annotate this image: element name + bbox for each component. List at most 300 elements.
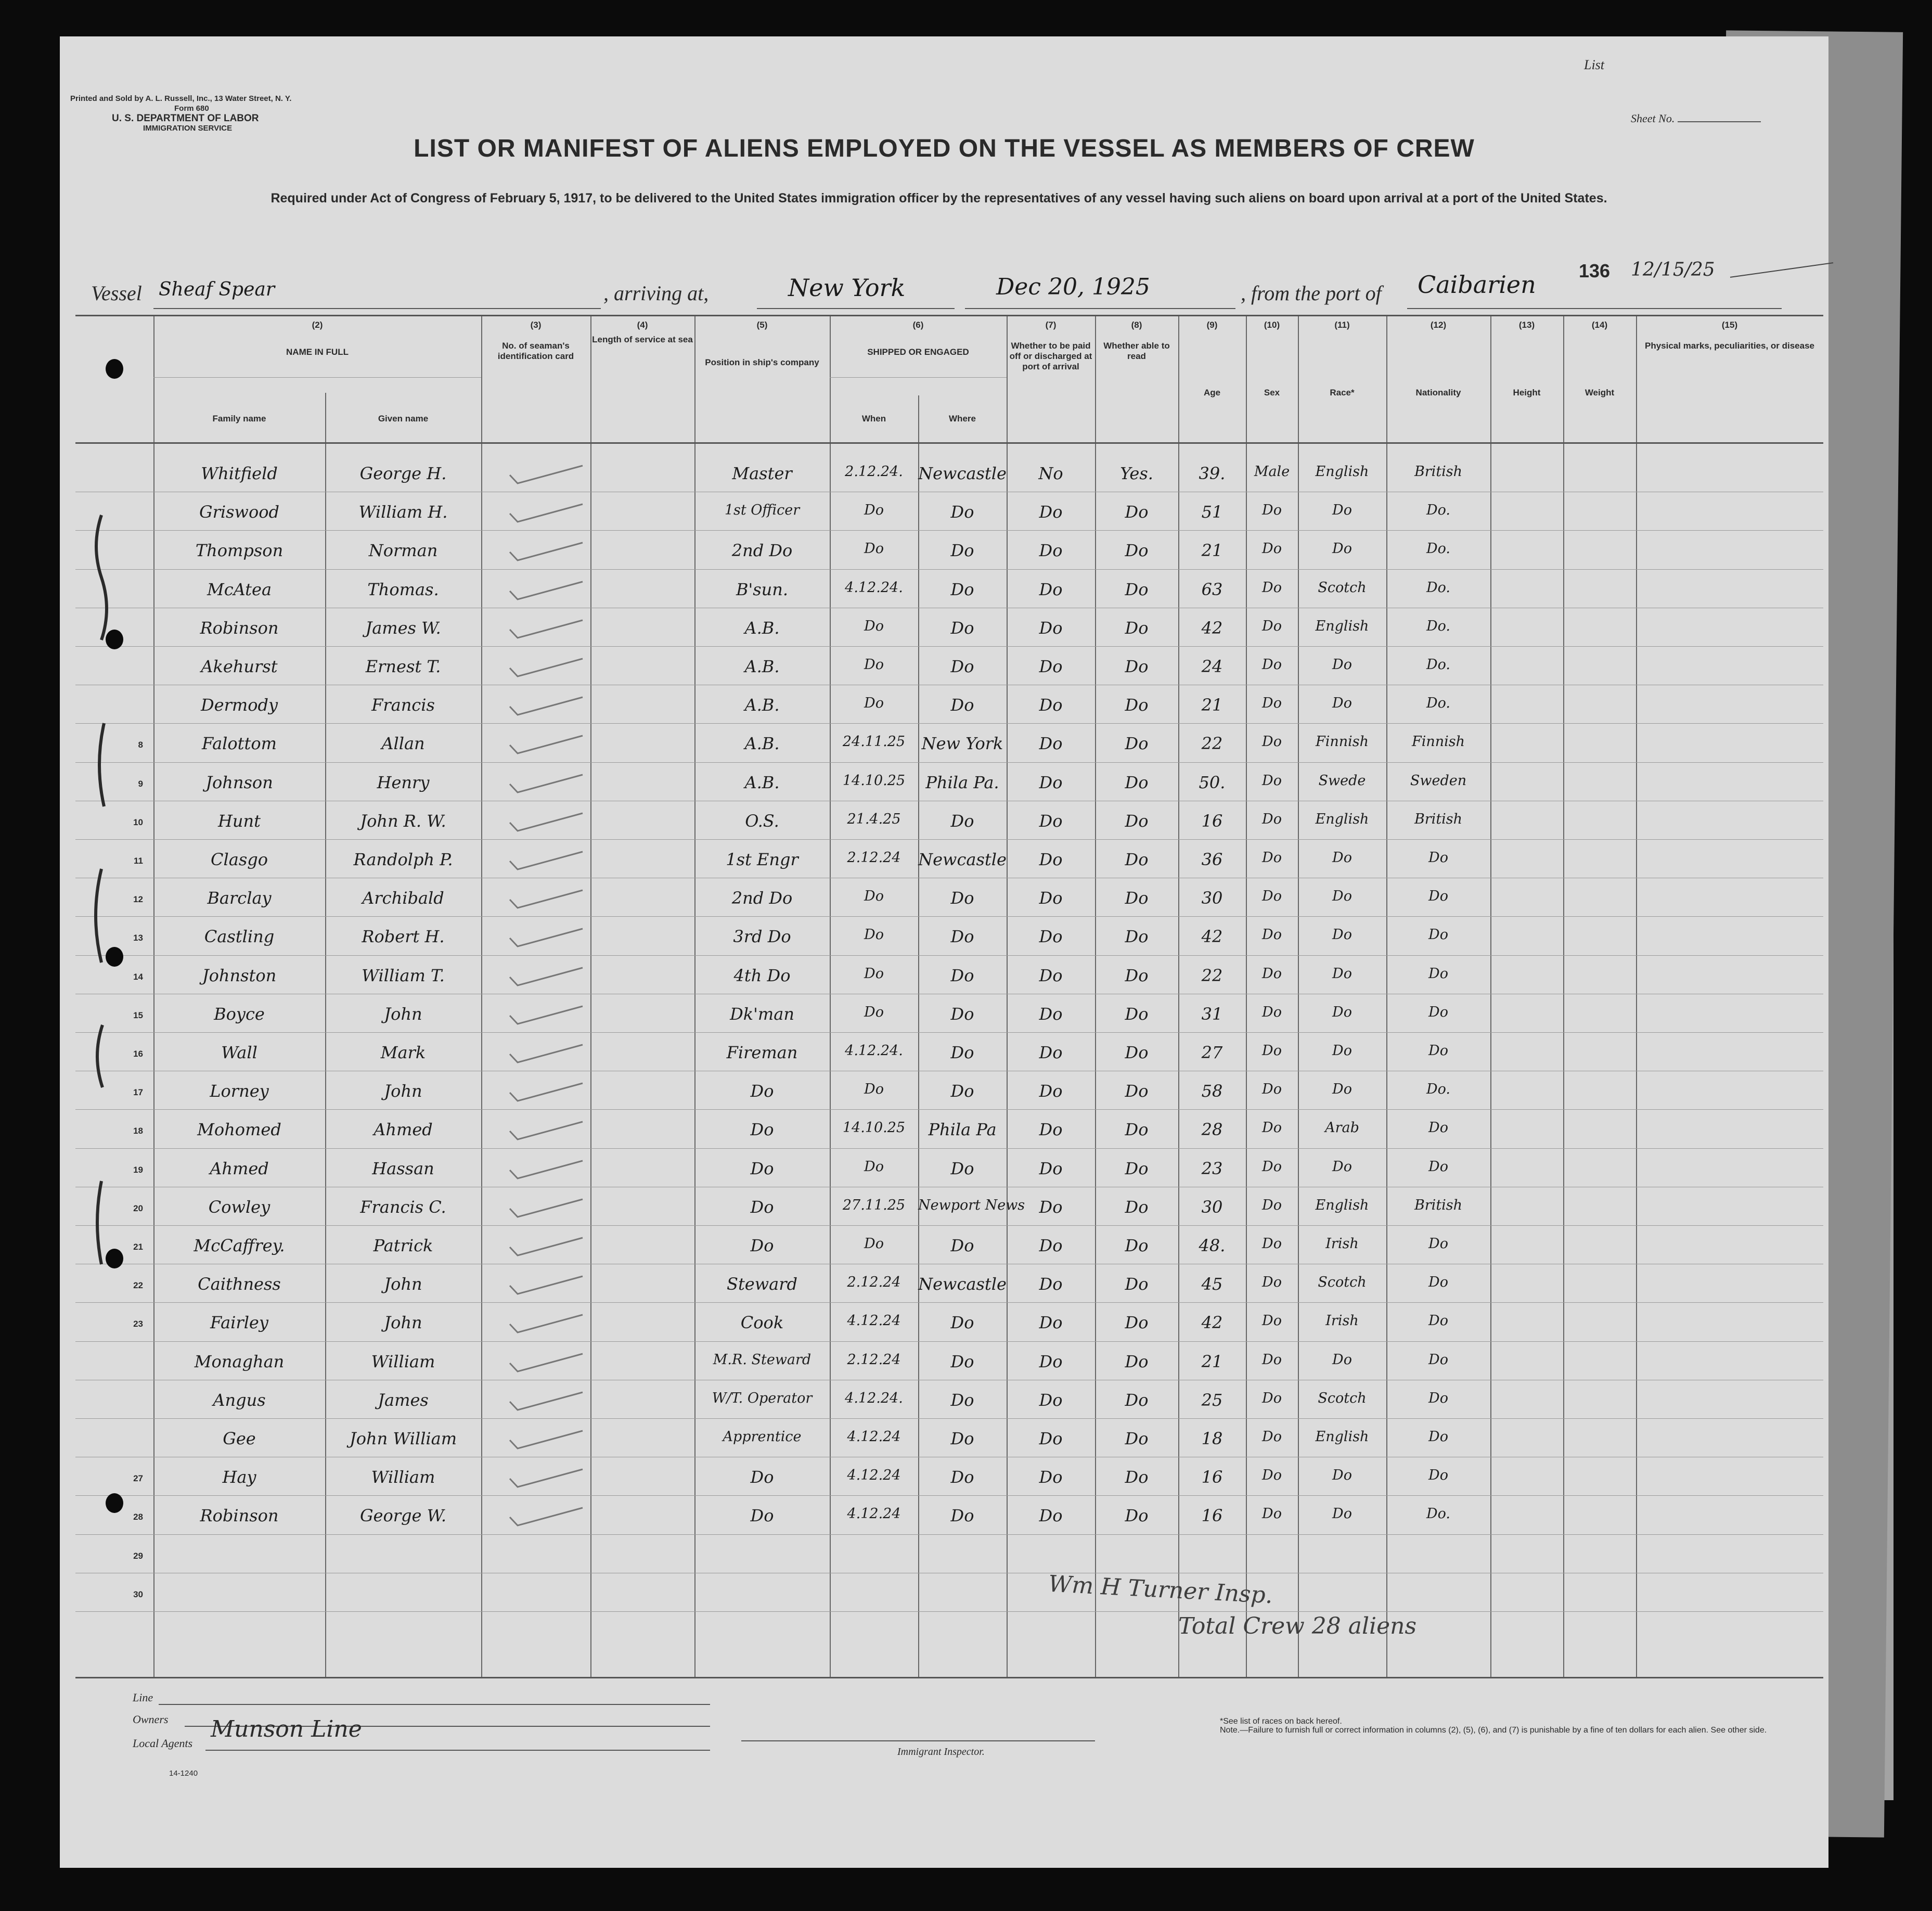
able-read-cell: Do	[1125, 1351, 1149, 1371]
pencil-check-mark	[507, 619, 585, 640]
stamp-number: 136	[1579, 260, 1611, 281]
row-number: 14	[133, 971, 143, 982]
row-rule	[75, 762, 1823, 763]
age-cell: 58	[1201, 1081, 1223, 1101]
given-name-cell: John R. W.	[360, 811, 446, 831]
footnote-penalty: Note.—Failure to furnish full or correct information in columns (2), (5), (6), and (7) is punishable by a fine of ten dollars for each alien. See other side.	[1220, 1726, 1767, 1735]
shipped-subheader-line	[830, 377, 1007, 378]
able-read-cell: Do	[1125, 1390, 1149, 1410]
department-name: U. S. DEPARTMENT OF LABOR	[112, 113, 259, 124]
when-cell: 4.12.24.	[845, 579, 903, 596]
pencil-check-mark	[507, 1160, 585, 1181]
row-number: 13	[133, 933, 143, 943]
family-name-cell: Cowley	[208, 1197, 271, 1217]
given-name-cell: James	[378, 1390, 429, 1410]
when-cell: Do	[864, 695, 884, 712]
column-number: (15)	[1721, 320, 1738, 330]
race-header: Race*	[1330, 388, 1355, 397]
age-cell: 30	[1201, 1197, 1223, 1217]
printer-line: Printed and Sold by A. L. Russell, Inc., 13 Water Street, N. Y.	[70, 94, 292, 103]
family-name-cell: Fairley	[210, 1313, 268, 1333]
service-name: IMMIGRATION SERVICE	[143, 124, 233, 133]
nationality-cell: Do	[1428, 1120, 1448, 1136]
where-cell: Do	[950, 1351, 974, 1371]
able-read-cell: Do	[1125, 657, 1149, 676]
column-divider	[481, 315, 482, 1678]
where-cell: Do	[950, 965, 974, 985]
able-read-cell: Do	[1125, 1506, 1149, 1526]
family-name-cell: Hunt	[218, 811, 261, 831]
when-cell: 2.12.24.	[845, 464, 903, 480]
manifest-page	[60, 36, 1828, 1868]
column-divider	[1490, 315, 1491, 1678]
pencil-check-mark	[507, 774, 585, 794]
when-cell: Do	[864, 1081, 884, 1098]
position-cell: B'sun.	[736, 579, 789, 599]
family-name-cell: Gee	[223, 1429, 256, 1448]
arriving-underline	[757, 308, 955, 309]
when-cell: 14.10.25	[842, 1120, 906, 1136]
sex-cell: Do	[1262, 1467, 1282, 1484]
age-cell: 48.	[1199, 1236, 1226, 1255]
column-number: (14)	[1591, 320, 1608, 330]
paid-off-cell: Do	[1039, 1467, 1063, 1487]
age-cell: 30	[1201, 888, 1223, 908]
punch-hole	[106, 947, 123, 967]
where-cell: Phila Pa.	[925, 772, 999, 792]
nationality-cell: Sweden	[1410, 772, 1467, 789]
form-code: 14-1240	[169, 1769, 198, 1778]
sex-cell: Male	[1254, 464, 1290, 480]
nationality-cell: Do	[1428, 927, 1448, 943]
row-rule	[75, 723, 1823, 724]
position-cell: Steward	[727, 1274, 797, 1294]
paid-off-cell: Do	[1039, 965, 1063, 985]
position-cell: 3rd Do	[733, 927, 791, 947]
given-name-cell: Randolph P.	[353, 850, 453, 869]
position-cell: Apprentice	[723, 1429, 802, 1445]
row-number: 9	[138, 778, 143, 789]
where-cell: Do	[950, 695, 974, 715]
pencil-check-mark	[507, 1121, 585, 1142]
paid-off-cell: Do	[1039, 1351, 1063, 1371]
sex-cell: Do	[1262, 1043, 1282, 1059]
row-rule	[75, 1225, 1823, 1226]
column-number: (3)	[530, 320, 542, 330]
family-name-cell: Robinson	[200, 618, 279, 638]
race-cell: Do	[1332, 695, 1352, 712]
given-name-header: Given name	[378, 414, 429, 424]
pencil-check-mark	[507, 581, 585, 601]
position-cell: Fireman	[726, 1043, 798, 1062]
position-cell: 2nd Do	[731, 888, 793, 908]
pencil-check-mark	[507, 1468, 585, 1489]
given-name-cell: Henry	[377, 772, 430, 792]
family-name-cell: Griswood	[199, 502, 279, 522]
when-cell: Do	[864, 618, 884, 634]
nationality-header: Nationality	[1415, 388, 1461, 397]
paid-off-cell: Do	[1039, 927, 1063, 947]
nationality-cell: Do	[1428, 1004, 1448, 1020]
paid-off-cell: Do	[1039, 734, 1063, 754]
row-rule	[75, 1418, 1823, 1419]
position-cell: 1st Officer	[724, 502, 800, 519]
punch-hole	[106, 1493, 123, 1513]
physical-marks-header: Physical marks, peculiarities, or disease	[1644, 341, 1814, 351]
sex-cell: Do	[1262, 657, 1282, 673]
paid-off-cell: Do	[1039, 1274, 1063, 1294]
race-cell: Finnish	[1315, 734, 1369, 750]
where-cell: Do	[950, 927, 974, 947]
race-cell: Do	[1332, 1043, 1352, 1059]
pencil-check-mark	[507, 503, 585, 524]
date-underline	[965, 308, 1235, 309]
pencil-check-mark	[507, 851, 585, 871]
stamp-date: 12/15/25	[1631, 259, 1715, 280]
age-cell: 42	[1201, 1313, 1223, 1333]
row-number: 20	[133, 1203, 143, 1213]
inspector-label: Immigrant Inspector.	[897, 1746, 985, 1758]
position-cell: O.S.	[745, 811, 779, 831]
family-name-cell: Whitfield	[201, 464, 278, 483]
able-read-cell: Do	[1125, 618, 1149, 638]
nationality-cell: Do	[1428, 1236, 1448, 1252]
row-number: 8	[138, 740, 143, 750]
race-cell: Do	[1332, 1004, 1352, 1020]
row-number: 16	[133, 1049, 143, 1059]
column-number: (2)	[312, 320, 323, 330]
age-cell: 16	[1201, 811, 1223, 831]
position-cell: A.B.	[744, 657, 780, 676]
where-cell: Do	[950, 1158, 974, 1178]
row-number: 22	[133, 1280, 143, 1291]
column-number: (8)	[1131, 320, 1142, 330]
nationality-cell: Do.	[1426, 579, 1450, 596]
sex-cell: Do	[1262, 927, 1282, 943]
age-cell: 21	[1201, 541, 1223, 561]
where-cell: Do	[950, 1043, 974, 1062]
able-read-cell: Do	[1125, 1313, 1149, 1333]
paid-off-cell: Do	[1039, 1390, 1063, 1410]
pencil-check-mark	[507, 1237, 585, 1258]
sex-cell: Do	[1262, 695, 1282, 712]
row-number: 18	[133, 1126, 143, 1136]
row-number: 11	[134, 856, 143, 866]
owners-label: Owners	[133, 1713, 169, 1726]
where-cell: Newcastle	[918, 1274, 1007, 1294]
nationality-cell: Finnish	[1411, 734, 1465, 750]
paid-off-cell: Do	[1039, 579, 1063, 599]
paid-off-cell: Do	[1039, 1004, 1063, 1024]
row-rule	[75, 569, 1823, 570]
able-read-cell: Do	[1125, 1043, 1149, 1062]
family-name-cell: Barclay	[207, 888, 272, 908]
column-number: (5)	[756, 320, 768, 330]
able-read-cell: Do	[1125, 811, 1149, 831]
pencil-check-mark	[507, 812, 585, 833]
age-cell: 18	[1201, 1429, 1223, 1448]
race-cell: Do	[1332, 1158, 1352, 1175]
nationality-cell: Do	[1428, 1351, 1448, 1368]
sex-cell: Do	[1262, 1506, 1282, 1522]
age-cell: 63	[1201, 579, 1223, 599]
race-cell: English	[1315, 1429, 1369, 1445]
row-rule	[75, 916, 1823, 917]
able-read-cell: Do	[1125, 1120, 1149, 1140]
age-cell: 28	[1201, 1120, 1223, 1140]
able-read-cell: Do	[1125, 927, 1149, 947]
sex-cell: Do	[1262, 1120, 1282, 1136]
pencil-check-mark	[507, 696, 585, 717]
given-name-cell: John	[384, 1004, 422, 1024]
row-rule	[75, 1534, 1823, 1535]
page-subtitle: Required under Act of Congress of February 5, 1917, to be delivered to the United States immigration officer by the representatives of any vessel having such aliens on board upon arrival at a port of the United States.	[271, 191, 1607, 206]
pencil-check-mark	[507, 1314, 585, 1335]
able-read-cell: Do	[1125, 541, 1149, 561]
when-cell: Do	[864, 502, 884, 519]
where-cell: Newport News	[918, 1197, 1025, 1213]
age-cell: 39.	[1199, 464, 1226, 483]
where-cell: Do	[950, 1506, 974, 1526]
family-name-cell: Mohomed	[197, 1120, 281, 1140]
row-number: 15	[133, 1010, 143, 1020]
race-cell: Do	[1332, 927, 1352, 943]
race-cell: Do	[1332, 1081, 1352, 1098]
paid-off-cell: Do	[1039, 1197, 1063, 1217]
punch-hole	[106, 359, 123, 379]
paid-off-cell: Do	[1039, 1506, 1063, 1526]
arrival-date: Dec 20, 1925	[996, 274, 1150, 300]
nationality-cell: Do.	[1426, 1506, 1450, 1522]
where-cell: Do	[950, 1313, 974, 1333]
crew-table	[75, 315, 1823, 1678]
column-divider	[1563, 315, 1564, 1678]
footnote	[1220, 1717, 1792, 1735]
row-number: 23	[133, 1319, 143, 1329]
paid-off-cell: Do	[1039, 888, 1063, 908]
able-read-cell: Do	[1125, 850, 1149, 869]
header-bottom-border	[75, 442, 1823, 444]
position-cell: Do	[750, 1197, 774, 1217]
where-cell: Do	[950, 1390, 974, 1410]
nationality-cell: Do	[1428, 1158, 1448, 1175]
sex-cell: Do	[1262, 541, 1282, 557]
when-cell: 14.10.25	[842, 772, 906, 789]
arriving-label: , arriving at,	[603, 281, 709, 305]
column-number: (11)	[1334, 320, 1350, 330]
able-read-cell: Do	[1125, 502, 1149, 522]
when-cell: 4.12.24.	[845, 1043, 903, 1059]
given-name-cell: John	[384, 1274, 422, 1294]
position-cell: 2nd Do	[731, 541, 793, 561]
age-cell: 21	[1201, 1351, 1223, 1371]
race-cell: Do	[1332, 1506, 1352, 1522]
footnote-races: *See list of races on back hereof.	[1220, 1717, 1342, 1726]
pencil-check-mark	[507, 928, 585, 948]
race-cell: Do	[1332, 850, 1352, 866]
nationality-cell: Do	[1428, 1043, 1448, 1059]
family-name-cell: Akehurst	[201, 657, 278, 676]
race-cell: English	[1315, 464, 1369, 480]
family-name-cell: Johnston	[202, 965, 277, 985]
race-cell: Scotch	[1318, 579, 1367, 596]
pencil-check-mark	[507, 465, 585, 485]
nationality-cell: Do.	[1426, 541, 1450, 557]
when-cell: 2.12.24	[847, 1274, 901, 1291]
nationality-cell: Do.	[1426, 1081, 1450, 1098]
column-number: (10)	[1264, 320, 1280, 330]
sex-cell: Do	[1262, 1390, 1282, 1406]
sex-cell: Do	[1262, 734, 1282, 750]
agents-underline	[205, 1750, 710, 1751]
family-name-cell: Caithness	[198, 1274, 281, 1294]
family-name-cell: Clasgo	[211, 850, 268, 869]
row-number: 29	[133, 1550, 143, 1561]
nationality-cell: British	[1414, 464, 1463, 480]
when-cell: Do	[864, 657, 884, 673]
position-cell: M.R. Steward	[713, 1351, 812, 1368]
row-rule	[75, 1302, 1823, 1303]
where-header: Where	[949, 414, 976, 424]
row-rule	[75, 646, 1823, 647]
sex-cell: Do	[1262, 965, 1282, 982]
shipped-engaged-header: SHIPPED OR ENGAGED	[867, 347, 969, 357]
nationality-cell: Do	[1428, 888, 1448, 905]
family-name-cell: Monaghan	[194, 1351, 285, 1371]
nationality-cell: British	[1414, 1197, 1463, 1213]
able-read-cell: Do	[1125, 1429, 1149, 1448]
age-header: Age	[1203, 388, 1221, 397]
when-cell: Do	[864, 1236, 884, 1252]
position-cell: A.B.	[744, 618, 780, 638]
sex-cell: Do	[1262, 850, 1282, 866]
given-name-cell: Ernest T.	[365, 657, 441, 676]
age-cell: 36	[1201, 850, 1223, 869]
position-cell: Cook	[740, 1313, 784, 1333]
agents-label: Local Agents	[133, 1737, 193, 1750]
position-cell: A.B.	[744, 734, 780, 754]
able-read-cell: Do	[1125, 1236, 1149, 1255]
race-cell: Do	[1332, 1351, 1352, 1368]
race-cell: Do	[1332, 502, 1352, 519]
paid-off-cell: Do	[1039, 657, 1063, 676]
row-rule	[75, 1495, 1823, 1496]
vessel-label: Vessel	[91, 281, 142, 305]
weight-header: Weight	[1585, 388, 1615, 397]
row-rule	[75, 530, 1823, 531]
family-name-cell: Wall	[221, 1043, 257, 1062]
given-name-cell: Ahmed	[373, 1120, 433, 1140]
height-header: Height	[1513, 388, 1541, 397]
row-number: 10	[133, 817, 143, 827]
when-cell: 21.4.25	[847, 811, 901, 827]
when-cell: 2.12.24	[847, 1351, 901, 1368]
able-read-cell: Do	[1125, 1274, 1149, 1294]
race-cell: Scotch	[1318, 1390, 1367, 1406]
when-cell: Do	[864, 927, 884, 943]
age-cell: 25	[1201, 1390, 1223, 1410]
inspector-underline	[741, 1740, 1095, 1741]
able-read-cell: Do	[1125, 579, 1149, 599]
given-name-cell: William T.	[362, 965, 445, 985]
row-rule	[75, 1611, 1823, 1612]
position-header: Position in ship's company	[705, 357, 819, 367]
pencil-check-mark	[507, 542, 585, 562]
race-cell: Do	[1332, 965, 1352, 982]
position-cell: Do	[750, 1236, 774, 1255]
pencil-check-mark	[507, 1082, 585, 1103]
when-cell: 24.11.25	[842, 734, 906, 750]
given-name-cell: Patrick	[373, 1236, 433, 1255]
race-cell: Scotch	[1318, 1274, 1367, 1291]
pencil-check-mark	[507, 1005, 585, 1026]
pencil-check-mark	[507, 967, 585, 987]
family-name-cell: Falottom	[202, 734, 277, 754]
race-cell: English	[1315, 1197, 1369, 1213]
given-name-cell: John	[384, 1313, 422, 1333]
given-name-cell: Archibald	[362, 888, 444, 908]
given-name-cell: Norman	[368, 541, 438, 561]
paid-off-cell: Do	[1039, 618, 1063, 638]
where-cell: Do	[950, 541, 974, 561]
row-number: 21	[133, 1242, 143, 1252]
where-cell: Phila Pa	[928, 1120, 997, 1140]
when-cell: 4.12.24	[847, 1429, 901, 1445]
age-cell: 16	[1201, 1506, 1223, 1526]
race-cell: Do	[1332, 657, 1352, 673]
race-cell: Do	[1332, 541, 1352, 557]
able-read-cell: Do	[1125, 965, 1149, 985]
age-cell: 24	[1201, 657, 1223, 676]
column-number: (13)	[1518, 320, 1535, 330]
race-cell: Irish	[1325, 1236, 1359, 1252]
where-cell: Newcastle	[918, 850, 1007, 869]
from-port: Caibarien	[1418, 271, 1536, 299]
paid-off-cell: Do	[1039, 1236, 1063, 1255]
paid-off-cell: Do	[1039, 695, 1063, 715]
where-cell: Do	[950, 1081, 974, 1101]
pencil-check-mark	[507, 1430, 585, 1451]
when-cell: Do	[864, 1004, 884, 1020]
position-cell: 4th Do	[733, 965, 791, 985]
nationality-cell: Do	[1428, 1313, 1448, 1329]
race-cell: Do	[1332, 1467, 1352, 1484]
age-cell: 22	[1201, 965, 1223, 985]
race-cell: Swede	[1318, 772, 1366, 789]
where-cell: Do	[950, 1004, 974, 1024]
when-cell: 27.11.25	[842, 1197, 906, 1213]
age-cell: 23	[1201, 1158, 1223, 1178]
row-rule	[75, 1341, 1823, 1342]
where-cell: Do	[950, 888, 974, 908]
nationality-cell: Do.	[1426, 657, 1450, 673]
able-read-cell: Yes.	[1120, 464, 1153, 483]
when-cell: Do	[864, 541, 884, 557]
given-name-cell: Francis	[371, 695, 435, 715]
sex-cell: Do	[1262, 1081, 1282, 1098]
able-read-cell: Do	[1125, 734, 1149, 754]
column-number: (6)	[912, 320, 924, 330]
sex-cell: Do	[1262, 618, 1282, 634]
able-read-cell: Do	[1125, 1004, 1149, 1024]
line-underline	[159, 1704, 710, 1705]
given-name-cell: Robert H.	[362, 927, 445, 947]
when-cell: 4.12.24	[847, 1467, 901, 1484]
able-read-cell: Do	[1125, 772, 1149, 792]
paid-off-cell: Do	[1039, 541, 1063, 561]
punch-hole	[106, 1249, 123, 1268]
sex-header: Sex	[1264, 388, 1280, 397]
